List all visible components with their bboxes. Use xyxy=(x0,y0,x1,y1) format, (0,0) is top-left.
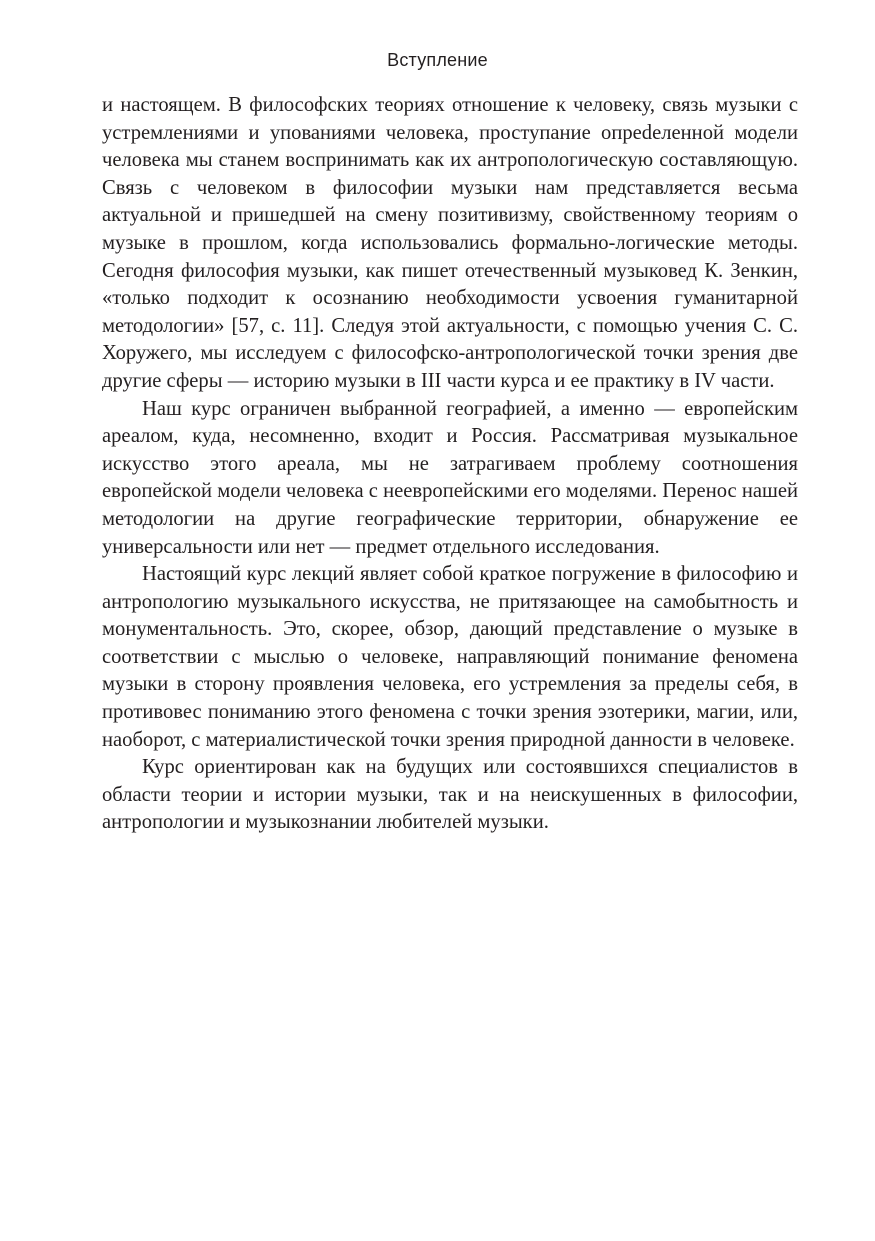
paragraph-1: и настоящем. В философских теориях отношение к человеку, связь музыки с устремлениями и упованиями человека, проступание опреdеленной модели человека мы станем воспринимать как их антропологическую составляющую. Связь с человеком в философии музыки нам представляется весьма актуальной и пришедшей на смену позитивизму, свойственному теориям о музыке в прошлом, когда использовались формально-логические методы. Сегодня философия музыки, как пишет отечественный музыковед К. Зенкин, «только подходит к осознанию необходимости усвоения гуманитарной методологии» [57, с. 11]. Следуя этой актуальности, с помощью учения С. С. Хоружего, мы исследуем с философско-антропологической точки зрения две другие сферы — историю музыки в III части курса и ее практику в IV части. xyxy=(102,94,798,392)
body-text xyxy=(102,92,798,837)
paragraph-2: Наш курс ограничен выбранной географией, а именно — европейским ареалом, куда, несомненно, входит и Россия. Рассматривая музыкальное искусство этого ареала, мы не затрагиваем проблему соотношения европейской модели человека с неевропейскими его моделями. Перенос нашей методологии на другие географические территории, обнаружение ее универсальности или нет — предмет отдельного исследования. xyxy=(102,397,798,558)
paragraph-4: Курс ориентирован как на будущих или состоявшихся специалистов в области теории и истории музыки, так и на неискушенных в философии, антропологии и музыкознании любителей музыки. xyxy=(102,756,798,834)
paragraph-3: Настоящий курс лекций являет собой краткое погружение в философию и антропологию музыкального искусства, не притязающее на самобытность и монументальность. Это, скорее, обзор, дающий представление о музыке в соответствии с мыслью о человеке, направляющий понимание феномена музыки в сторону проявления человека, его устремления за пределы себя, в противовес пониманию этого феномена с точки зрения эзотерики, магии, или, наоборот, с материалистической точки зрения природной данности в человеке. xyxy=(102,563,798,751)
running-head-title: Вступление xyxy=(387,50,488,70)
